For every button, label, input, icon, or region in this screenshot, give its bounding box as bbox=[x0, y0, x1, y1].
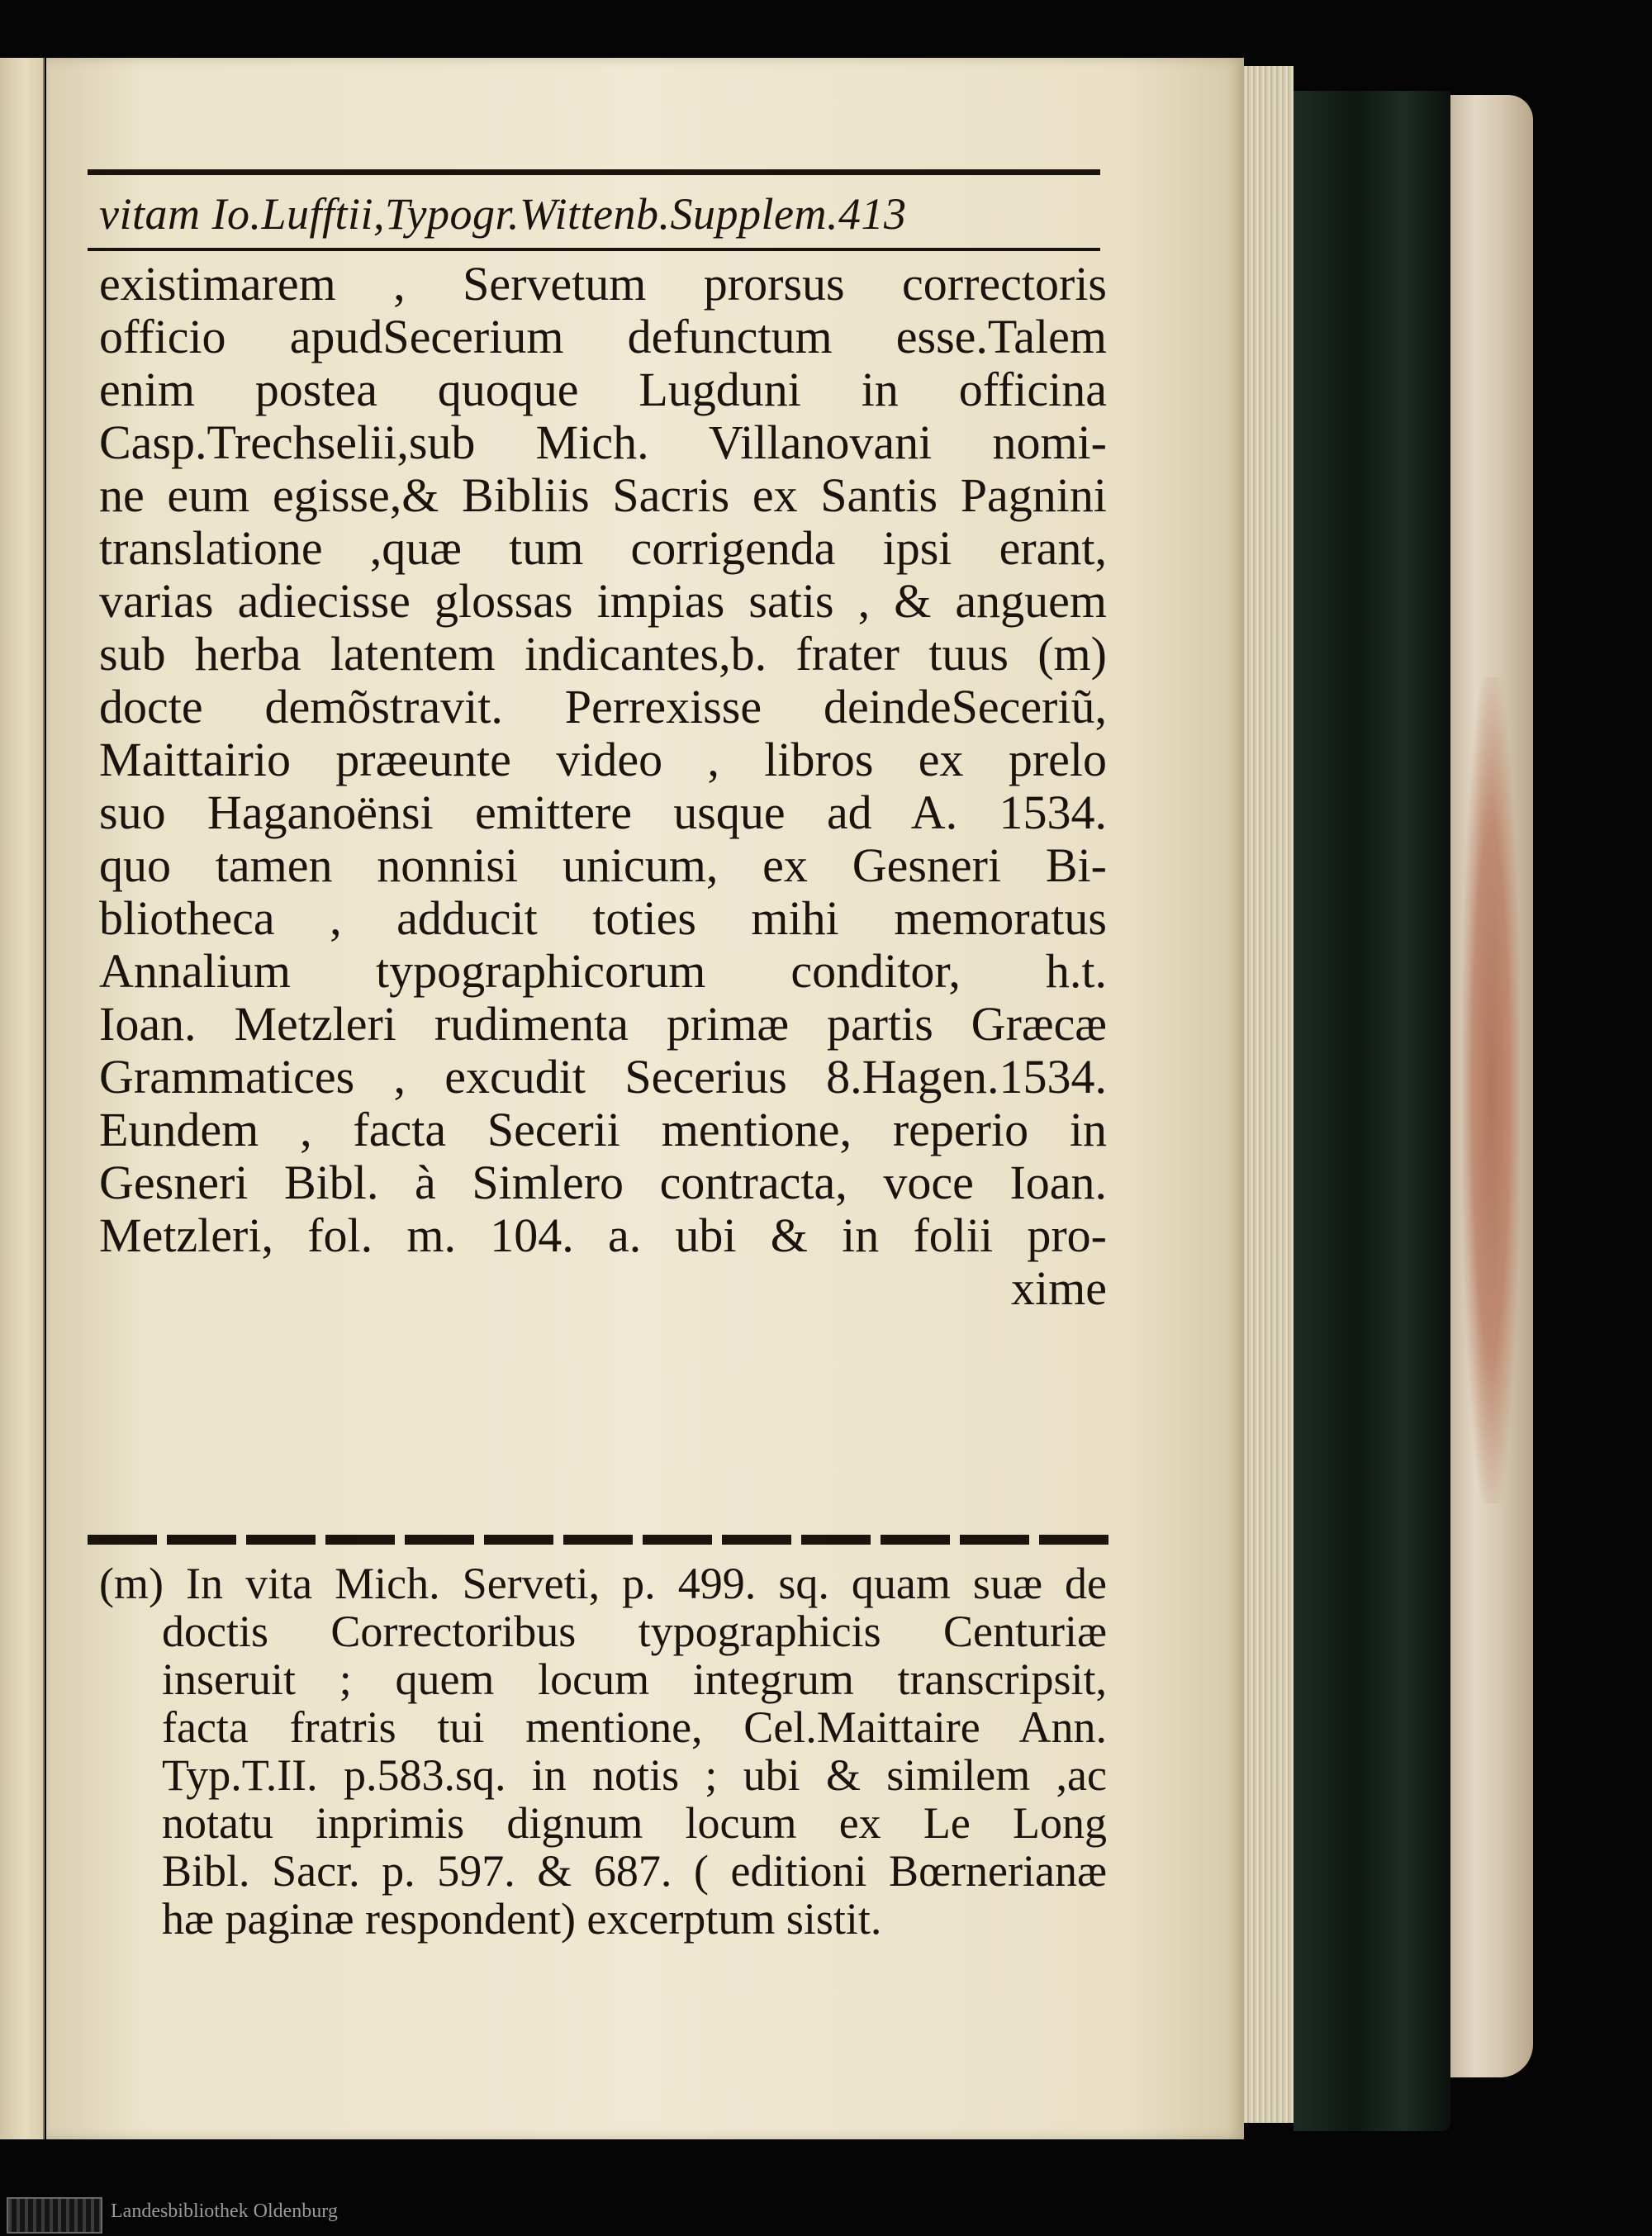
top-rule bbox=[88, 169, 1100, 175]
body-line: translatione ,quæ tum corrigenda ipsi erant, bbox=[99, 521, 1107, 575]
body-line: Grammatices , excudit Secerius 8.Hagen.1534. bbox=[99, 1050, 1107, 1104]
footnote-line: hæ paginæ respondent) excerptum sistit. bbox=[162, 1894, 882, 1944]
body-line: quo tamen nonnisi unicum, ex Gesneri Bi- bbox=[99, 838, 1107, 892]
footnote-rule bbox=[88, 1535, 1112, 1545]
facing-page-edge bbox=[0, 58, 45, 2139]
body-line: docte demõstravit. Perrexisse deindeSeceriũ, bbox=[99, 680, 1107, 733]
footnotes bbox=[99, 1560, 1107, 1943]
body-line: existimarem , Servetum prorsus correctoris bbox=[99, 257, 1107, 311]
library-name: Landesbibliothek Oldenburg bbox=[111, 2200, 338, 2222]
body-line: officio apudSecerium defunctum esse.Talem bbox=[99, 310, 1107, 363]
body-line: varias adiecisse glossas impias satis , & anguem bbox=[99, 574, 1107, 628]
body-line: sub herba latentem indicantes,b. frater tuus (m) bbox=[99, 627, 1107, 681]
catchword: xime bbox=[1011, 1261, 1107, 1315]
footnote-line: Bibl. Sacr. p. 597. & 687. ( editioni Bœrnerianæ bbox=[162, 1846, 1107, 1896]
body-line: Annalium typographicorum conditor, h.t. bbox=[99, 944, 1107, 998]
footnote-line: inseruit ; quem locum integrum transcripsit, bbox=[162, 1654, 1107, 1704]
head-rule bbox=[88, 248, 1100, 251]
body-line: Metzleri, fol. m. 104. a. ubi & in folii pro- bbox=[99, 1208, 1107, 1262]
footnote-line: Typ.T.II. p.583.sq. in notis ; ubi & similem ,ac bbox=[162, 1750, 1107, 1800]
body-line: Ioan. Metzleri rudimenta primæ partis Græcæ bbox=[99, 997, 1107, 1051]
footnote-line: (m) In vita Mich. Serveti, p. 499. sq. quam suæ de bbox=[99, 1559, 1107, 1608]
footnote-line: notatu inprimis dignum locum ex Le Long bbox=[162, 1798, 1107, 1848]
body-line: Casp.Trechselii,sub Mich. Villanovani nomi- bbox=[99, 415, 1107, 469]
body-line: bliotheca , adducit toties mihi memoratus bbox=[99, 891, 1107, 945]
running-head: vitam Io.Lufftii,Typogr.Wittenb.Supplem.413 bbox=[99, 189, 907, 239]
body-line: Maittairio præeunte video , libros ex prelo bbox=[99, 733, 1107, 786]
footnote-line: facta fratris tui mentione, Cel.Maittaire Ann. bbox=[162, 1702, 1107, 1752]
body-line: suo Haganoënsi emittere usque ad A. 1534. bbox=[99, 786, 1107, 839]
body-line: Gesneri Bibl. à Simlero contracta, voce Ioan. bbox=[99, 1156, 1107, 1209]
body-line: Eundem , facta Secerii mentione, reperio in bbox=[99, 1103, 1107, 1156]
cover-stain bbox=[1462, 677, 1520, 1503]
page-stack-edge bbox=[1244, 66, 1294, 2123]
body-text bbox=[99, 258, 1107, 1315]
library-building-icon bbox=[7, 2197, 102, 2234]
footnote-line: doctis Correctoribus typographicis Centuriæ bbox=[162, 1607, 1107, 1656]
book-block-edge bbox=[1294, 91, 1450, 2131]
body-line: enim postea quoque Lugduni in officina bbox=[99, 363, 1107, 416]
body-line: ne eum egisse,& Bibliis Sacris ex Santis Pagnini bbox=[99, 468, 1107, 522]
